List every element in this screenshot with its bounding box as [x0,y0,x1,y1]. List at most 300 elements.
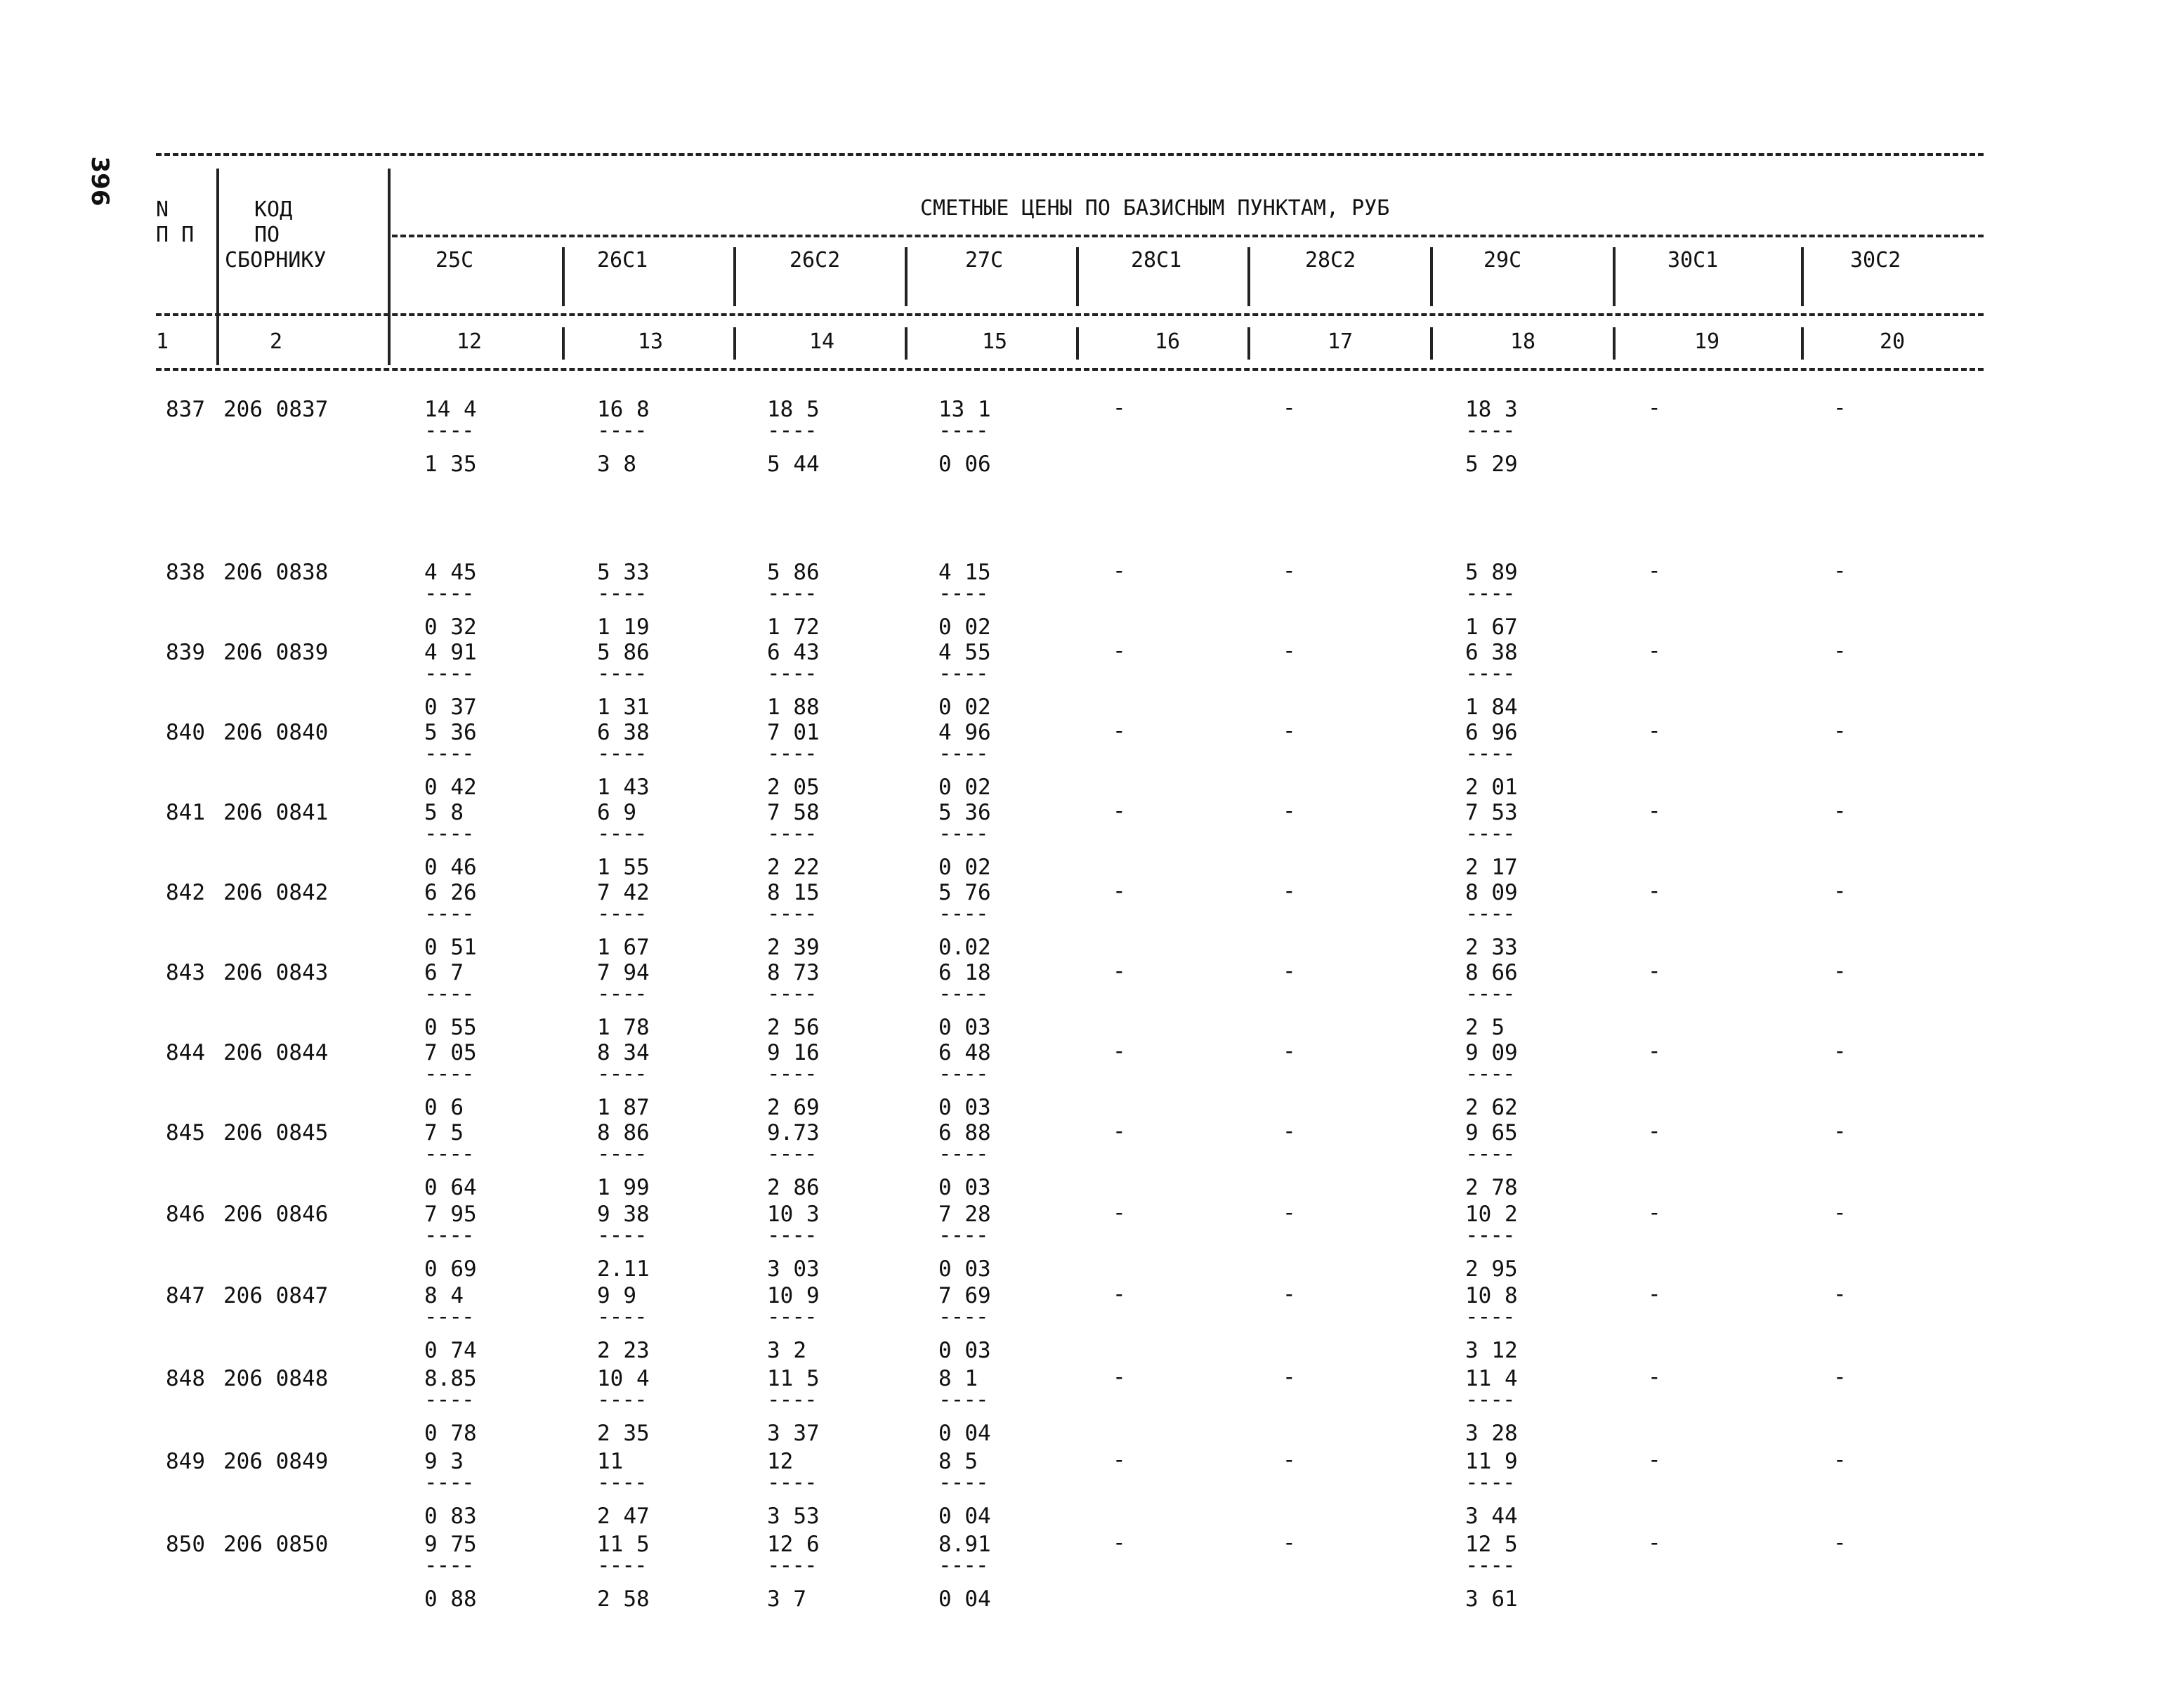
n-pp-header-line1: N [156,197,169,222]
price-numerator: 11 [597,1449,624,1474]
empty-dash: - [1113,718,1126,744]
price-numerator: 8 34 [597,1040,650,1065]
price-denominator: 3 28 [1465,1421,1518,1446]
row-code: 206 0849 [223,1449,329,1474]
header-separator [905,247,908,306]
price-numerator: 5 8 [424,800,464,825]
fraction-bar: ---- [767,1141,817,1167]
price-denominator: 3 37 [767,1421,820,1446]
header-separator [1430,247,1433,306]
fraction-bar: ---- [424,581,474,606]
fraction-bar: ---- [1465,1061,1515,1086]
price-denominator: 1 78 [597,1015,650,1040]
price-denominator: 1 87 [597,1095,650,1120]
price-numerator: 9 75 [424,1532,477,1557]
price-denominator: 0 55 [424,1015,477,1040]
fraction-bar: ---- [938,1141,988,1167]
row-number: 848 [166,1366,205,1391]
empty-dash: - [1113,799,1126,824]
row-number: 838 [166,560,205,585]
row-number: 837 [166,397,205,422]
fraction-bar: ---- [767,981,817,1006]
price-denominator: 3 12 [1465,1338,1518,1363]
empty-dash: - [1113,395,1126,421]
fraction-bar: ---- [938,1061,988,1086]
header-separator [1613,327,1616,360]
price-numerator: 6 26 [424,880,477,905]
fraction-bar: ---- [597,418,647,443]
price-numerator: 9 38 [597,1202,650,1227]
price-denominator: 2 86 [767,1175,820,1200]
empty-dash: - [1113,959,1126,984]
fraction-bar: ---- [597,581,647,606]
empty-dash: - [1648,1200,1661,1226]
fraction-bar: ---- [597,1223,647,1248]
price-numerator: 7 95 [424,1202,477,1227]
fraction-bar: ---- [424,1223,474,1248]
row-code: 206 0840 [223,720,329,745]
empty-dash: - [1283,718,1296,744]
fraction-bar: ---- [767,661,817,686]
price-numerator: 18 3 [1465,397,1518,422]
price-denominator: 5 29 [1465,452,1518,477]
empty-dash: - [1283,1365,1296,1390]
empty-dash: - [1283,799,1296,824]
header-separator [388,327,391,360]
header-separator [1247,327,1250,360]
empty-dash: - [1648,558,1661,584]
column-header: 29С [1483,248,1522,272]
price-denominator: 0 04 [938,1587,991,1612]
empty-dash: - [1648,1365,1661,1390]
price-numerator: 10 9 [767,1283,820,1308]
fraction-bar: ---- [597,1304,647,1329]
price-numerator: 6 43 [767,640,820,665]
price-numerator: 7 69 [938,1283,991,1308]
price-denominator: 2 58 [597,1587,650,1612]
price-numerator: 4 55 [938,640,991,665]
price-denominator: 0 6 [424,1095,464,1120]
header-separator [562,327,565,360]
price-denominator: 2 47 [597,1504,650,1529]
price-numerator: 12 [767,1449,794,1474]
fraction-bar: ---- [767,821,817,846]
row-number: 843 [166,960,205,985]
empty-dash: - [1648,1282,1661,1307]
empty-dash: - [1113,558,1126,584]
price-numerator: 4 45 [424,560,477,585]
row-number: 841 [166,800,205,825]
fraction-bar: ---- [1465,1141,1515,1167]
fraction-bar: ---- [1465,581,1515,606]
empty-dash: - [1833,638,1847,664]
column-number: 18 [1510,329,1536,354]
price-numerator: 10 2 [1465,1202,1518,1227]
price-denominator: 2 5 [1465,1015,1505,1040]
price-numerator: 9 16 [767,1040,820,1065]
price-numerator: 7 28 [938,1202,991,1227]
price-numerator: 5 89 [1465,560,1518,585]
fraction-bar: ---- [938,741,988,766]
empty-dash: - [1113,1365,1126,1390]
fraction-bar: ---- [1465,821,1515,846]
price-numerator: 11 9 [1465,1449,1518,1474]
fraction-bar: ---- [938,821,988,846]
price-numerator: 5 36 [938,800,991,825]
fraction-bar: ---- [597,901,647,926]
empty-dash: - [1648,718,1661,744]
empty-dash: - [1833,1039,1847,1064]
price-denominator: 0 02 [938,775,991,800]
price-numerator: 8 86 [597,1120,650,1145]
row-code: 206 0844 [223,1040,329,1065]
price-numerator: 8.91 [938,1532,991,1557]
empty-dash: - [1283,1530,1296,1556]
price-numerator: 8 73 [767,960,820,985]
fraction-bar: ---- [938,1387,988,1412]
price-numerator: 5 86 [767,560,820,585]
fraction-bar: ---- [424,741,474,766]
fraction-bar: ---- [597,741,647,766]
fraction-bar: ---- [938,661,988,686]
row-number: 839 [166,640,205,665]
fraction-bar: ---- [767,1061,817,1086]
fraction-bar: ---- [767,901,817,926]
empty-dash: - [1648,879,1661,904]
row-number: 847 [166,1283,205,1308]
code-header-line2: ПО [254,223,280,247]
header-separator [733,327,736,360]
price-denominator: 0 03 [938,1256,991,1282]
fraction-bar: ---- [1465,981,1515,1006]
empty-dash: - [1283,1039,1296,1064]
fraction-bar: ---- [938,1553,988,1578]
empty-dash: - [1648,395,1661,421]
price-numerator: 8 66 [1465,960,1518,985]
empty-dash: - [1833,879,1847,904]
empty-dash: - [1283,558,1296,584]
empty-dash: - [1113,1119,1126,1144]
price-denominator: 0 06 [938,452,991,477]
price-numerator: 4 96 [938,720,991,745]
row-code: 206 0841 [223,800,329,825]
fraction-bar: ---- [938,1223,988,1248]
column-number: 2 [270,329,283,354]
header-separator [1430,327,1433,360]
price-denominator: 3 03 [767,1256,820,1282]
fraction-bar: ---- [597,981,647,1006]
price-denominator: 0 51 [424,935,477,960]
fraction-bar: ---- [597,661,647,686]
fraction-bar: ---- [597,1470,647,1495]
fraction-bar: ---- [767,418,817,443]
fraction-bar: ---- [767,1470,817,1495]
column-header: 26С2 [790,248,841,272]
price-denominator: 2 95 [1465,1256,1518,1282]
row-code: 206 0839 [223,640,329,665]
fraction-bar: ---- [938,901,988,926]
n-pp-header-line2: П П [156,223,195,247]
empty-dash: - [1283,1119,1296,1144]
price-denominator: 0 03 [938,1095,991,1120]
price-numerator: 6 48 [938,1040,991,1065]
price-numerator: 8 4 [424,1283,464,1308]
price-denominator: 2 05 [767,775,820,800]
empty-dash: - [1648,1530,1661,1556]
header-separator [1076,247,1079,306]
price-numerator: 6 96 [1465,720,1518,745]
price-numerator: 6 7 [424,960,464,985]
row-code: 206 0845 [223,1120,329,1145]
empty-dash: - [1833,558,1847,584]
price-denominator: 3 2 [767,1338,806,1363]
price-numerator: 6 38 [597,720,650,745]
price-denominator: 2 33 [1465,935,1518,960]
code-header-line1: КОД [254,197,293,222]
row-code: 206 0850 [223,1532,329,1557]
empty-dash: - [1833,1365,1847,1390]
empty-dash: - [1113,638,1126,664]
fraction-bar: ---- [597,1387,647,1412]
price-denominator: 1 67 [597,935,650,960]
price-numerator: 7 42 [597,880,650,905]
column-header: 25С [435,248,474,272]
empty-dash: - [1833,1119,1847,1144]
price-denominator: 0 02 [938,695,991,720]
row-number: 844 [166,1040,205,1065]
fraction-bar: ---- [424,661,474,686]
fraction-bar: ---- [767,741,817,766]
empty-dash: - [1283,1200,1296,1226]
price-denominator: 0 42 [424,775,477,800]
price-numerator: 4 15 [938,560,991,585]
fraction-bar: ---- [938,981,988,1006]
column-number: 20 [1880,329,1906,354]
column-header: 27С [965,248,1004,272]
price-numerator: 7 53 [1465,800,1518,825]
column-number: 17 [1328,329,1354,354]
empty-dash: - [1283,1447,1296,1473]
empty-dash: - [1833,395,1847,421]
price-denominator: 0 03 [938,1338,991,1363]
price-numerator: 7 94 [597,960,650,985]
price-numerator: 9 3 [424,1449,464,1474]
row-number: 845 [166,1120,205,1145]
price-denominator: 1 88 [767,695,820,720]
price-denominator: 3 7 [767,1587,806,1612]
fraction-bar: ---- [938,581,988,606]
fraction-bar: ---- [424,1470,474,1495]
price-denominator: 0 78 [424,1421,477,1446]
fraction-bar: ---- [938,1470,988,1495]
empty-dash: - [1283,959,1296,984]
price-numerator: 10 8 [1465,1283,1518,1308]
page-number: 396 [86,156,114,206]
price-numerator: 11 4 [1465,1366,1518,1391]
price-denominator: 2 01 [1465,775,1518,800]
column-number: 1 [156,329,169,354]
row-number: 840 [166,720,205,745]
price-denominator: 0 83 [424,1504,477,1529]
price-denominator: 0 64 [424,1175,477,1200]
price-denominator: 2 39 [767,935,820,960]
empty-dash: - [1283,1282,1296,1307]
empty-dash: - [1833,1200,1847,1226]
fraction-bar: ---- [767,581,817,606]
price-denominator: 0 88 [424,1587,477,1612]
fraction-bar: ---- [1465,1304,1515,1329]
empty-dash: - [1648,799,1661,824]
price-denominator: 0 03 [938,1015,991,1040]
fraction-bar: ---- [767,1304,817,1329]
fraction-bar: ---- [1465,1470,1515,1495]
empty-dash: - [1113,879,1126,904]
row-number: 849 [166,1449,205,1474]
price-numerator: 8 5 [938,1449,978,1474]
group-title-rule [392,235,1984,237]
price-denominator: 3 8 [597,452,636,477]
empty-dash: - [1833,718,1847,744]
price-denominator: 2 78 [1465,1175,1518,1200]
price-denominator: 2.11 [597,1256,650,1282]
price-numerator: 9 09 [1465,1040,1518,1065]
price-denominator: 2 22 [767,855,820,880]
price-numerator: 7 01 [767,720,820,745]
price-numerator: 11 5 [597,1532,650,1557]
empty-dash: - [1283,879,1296,904]
price-numerator: 6 88 [938,1120,991,1145]
fraction-bar: ---- [424,1387,474,1412]
fraction-bar: ---- [1465,418,1515,443]
fraction-bar: ---- [424,418,474,443]
row-code: 206 0838 [223,560,329,585]
price-denominator: 0 69 [424,1256,477,1282]
price-denominator: 1 72 [767,615,820,640]
header-separator [1076,327,1079,360]
column-number: 15 [982,329,1008,354]
price-denominator: 0 37 [424,695,477,720]
fraction-bar: ---- [1465,1387,1515,1412]
price-denominator: 0 03 [938,1175,991,1200]
empty-dash: - [1113,1200,1126,1226]
price-denominator: 0.02 [938,935,991,960]
price-numerator: 9.73 [767,1120,820,1145]
price-denominator: 2 17 [1465,855,1518,880]
column-number: 16 [1155,329,1181,354]
empty-dash: - [1113,1282,1126,1307]
empty-dash: - [1648,1119,1661,1144]
code-header-line3: СБОРНИКУ [225,248,327,272]
price-numerator: 5 36 [424,720,477,745]
fraction-bar: ---- [1465,1553,1515,1578]
price-denominator: 0 04 [938,1504,991,1529]
price-denominator: 3 53 [767,1504,820,1529]
price-numerator: 5 86 [597,640,650,665]
price-denominator: 1 84 [1465,695,1518,720]
fraction-bar: ---- [424,821,474,846]
column-header: 28С1 [1131,248,1182,272]
header-separator [216,327,219,360]
fraction-bar: ---- [1465,901,1515,926]
fraction-bar: ---- [1465,661,1515,686]
fraction-bar: ---- [1465,741,1515,766]
price-denominator: 0 04 [938,1421,991,1446]
fraction-bar: ---- [597,1553,647,1578]
price-numerator: 11 5 [767,1366,820,1391]
price-numerator: 4 91 [424,640,477,665]
header-separator [733,247,736,306]
price-denominator: 1 55 [597,855,650,880]
header-separator [1247,247,1250,306]
price-denominator: 3 61 [1465,1587,1518,1612]
price-denominator: 3 44 [1465,1504,1518,1529]
price-denominator: 2 69 [767,1095,820,1120]
price-denominator: 1 19 [597,615,650,640]
fraction-bar: ---- [1465,1223,1515,1248]
price-denominator: 1 99 [597,1175,650,1200]
empty-dash: - [1113,1039,1126,1064]
fraction-bar: ---- [424,901,474,926]
price-numerator: 6 18 [938,960,991,985]
empty-dash: - [1833,959,1847,984]
header-separator [1801,247,1804,306]
price-numerator: 5 33 [597,560,650,585]
column-header: 30С2 [1850,248,1901,272]
column-header: 30С1 [1668,248,1719,272]
price-denominator: 1 43 [597,775,650,800]
price-numerator: 14 4 [424,397,477,422]
fraction-bar: ---- [424,981,474,1006]
column-number: 12 [457,329,483,354]
fraction-bar: ---- [424,1141,474,1167]
empty-dash: - [1833,1530,1847,1556]
group-title: СМЕТНЫЕ ЦЕНЫ ПО БАЗИСНЫМ ПУНКТАМ, РУБ [920,196,1390,221]
column-number-rule [156,368,1984,371]
price-numerator: 9 65 [1465,1120,1518,1145]
fraction-bar: ---- [424,1553,474,1578]
empty-dash: - [1833,1282,1847,1307]
price-denominator: 2 62 [1465,1095,1518,1120]
row-number: 846 [166,1202,205,1227]
price-numerator: 7 5 [424,1120,464,1145]
empty-dash: - [1648,1039,1661,1064]
price-numerator: 10 3 [767,1202,820,1227]
row-code: 206 0848 [223,1366,329,1391]
price-denominator: 2 35 [597,1421,650,1446]
price-numerator: 7 05 [424,1040,477,1065]
row-code: 206 0846 [223,1202,329,1227]
header-separator [905,327,908,360]
fraction-bar: ---- [597,1141,647,1167]
price-numerator: 16 8 [597,397,650,422]
empty-dash: - [1648,1447,1661,1473]
fraction-bar: ---- [424,1304,474,1329]
fraction-bar: ---- [767,1553,817,1578]
empty-dash: - [1833,1447,1847,1473]
price-numerator: 9 9 [597,1283,636,1308]
empty-dash: - [1283,395,1296,421]
price-numerator: 6 38 [1465,640,1518,665]
fraction-bar: ---- [424,1061,474,1086]
header-separator [1613,247,1616,306]
subheader-rule [156,313,1984,316]
table-top-rule [156,153,1984,156]
row-code: 206 0843 [223,960,329,985]
price-numerator: 5 76 [938,880,991,905]
empty-dash: - [1648,959,1661,984]
fraction-bar: ---- [938,1304,988,1329]
price-numerator: 8 1 [938,1366,978,1391]
